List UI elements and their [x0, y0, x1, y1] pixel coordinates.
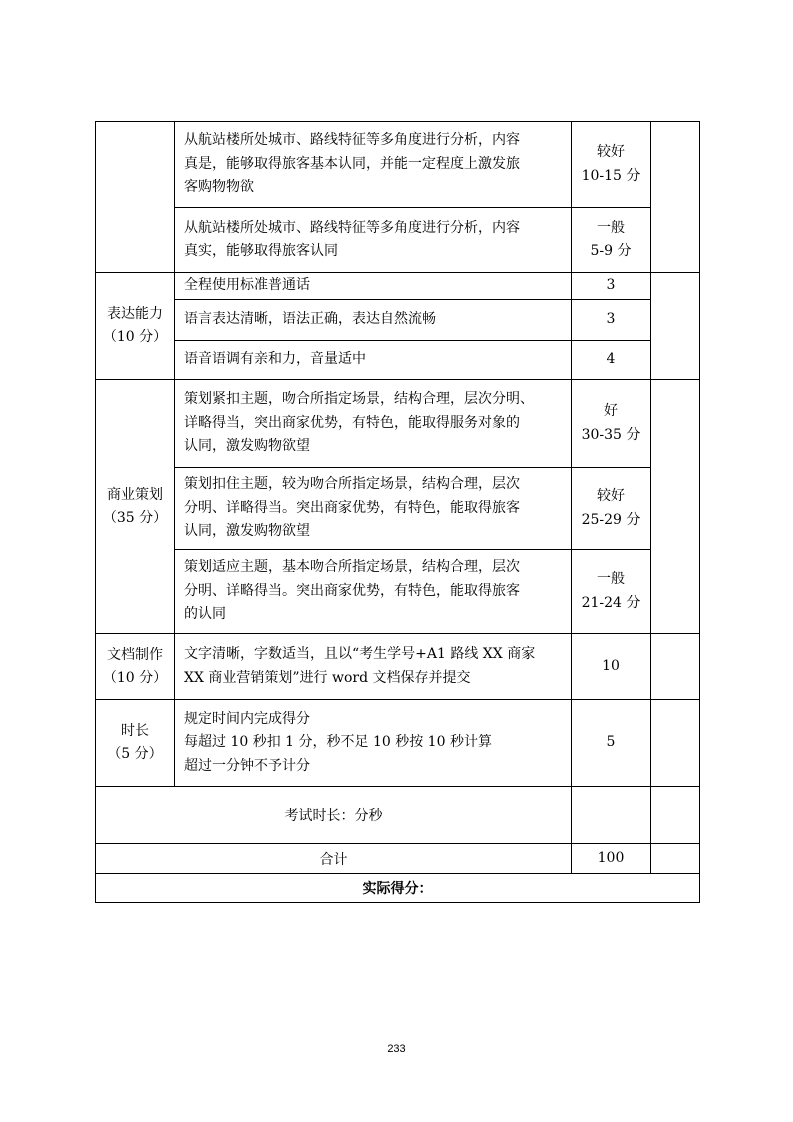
score-cell: 好 30-35 分	[572, 380, 651, 468]
score-cell: 较好 25-29 分	[572, 468, 651, 550]
criteria-cell: 语言表达清晰，语法正确，表达自然流畅	[175, 300, 572, 341]
score-cell: 3	[572, 273, 651, 300]
category-cell: 文档制作 （10 分）	[96, 634, 175, 700]
table-row	[96, 468, 700, 550]
score-cell: 一般 21-24 分	[572, 550, 651, 634]
category-cell	[96, 122, 175, 273]
score-cell: 3	[572, 300, 651, 341]
criteria-cell: 文字清晰，字数适当，且以“考生学号+A1 路线 XX 商家 XX 商业营销策划”进行 word 文档保存并提交	[175, 634, 572, 700]
score-cell: 4	[572, 341, 651, 380]
exam-time-value-cell	[572, 787, 651, 844]
criteria-cell: 规定时间内完成得分 每超过 10 秒扣 1 分，秒不足 10 秒按 10 秒计算 超过一分钟不予计分	[175, 700, 572, 787]
table-row	[96, 380, 700, 468]
table-row	[96, 550, 700, 634]
table-row	[96, 300, 700, 341]
table-row	[96, 208, 700, 273]
actual-score-label: 实际得分：	[96, 874, 700, 903]
criteria-cell: 策划扣住主题，较为吻合所指定场景，结构合理，层次 分明、详略得当。突出商家优势，有特色，能取得旅客 认同，激发购物欲望	[175, 468, 572, 550]
table-row	[96, 634, 700, 700]
actual-score-cell	[651, 634, 700, 700]
total-score: 100	[572, 844, 651, 874]
category-cell: 商业策划 （35 分）	[96, 380, 175, 634]
total-actual-cell	[651, 844, 700, 874]
category-cell: 时长 （5 分）	[96, 700, 175, 787]
criteria-cell: 全程使用标准普通话	[175, 273, 572, 300]
criteria-cell: 语音语调有亲和力，音量适中	[175, 341, 572, 380]
exam-time-actual-cell	[651, 787, 700, 844]
score-cell: 5	[572, 700, 651, 787]
table-row	[96, 341, 700, 380]
score-cell: 一般 5-9 分	[572, 208, 651, 273]
actual-score-row	[96, 874, 700, 903]
page-number: 233	[387, 1043, 406, 1055]
table-row	[96, 273, 700, 300]
scoring-table	[95, 121, 700, 903]
actual-score-cell	[651, 273, 700, 380]
table-row	[96, 122, 700, 208]
exam-time-row	[96, 787, 700, 844]
total-label: 合计	[96, 844, 572, 874]
actual-score-cell	[651, 122, 700, 273]
criteria-cell: 策划紧扣主题，吻合所指定场景，结构合理，层次分明、 详略得当，突出商家优势，有特色，能取得服务对象的 认同，激发购物欲望	[175, 380, 572, 468]
total-row	[96, 844, 700, 874]
exam-time-label: 考试时长：分秒	[96, 787, 572, 844]
category-cell: 表达能力 （10 分）	[96, 273, 175, 380]
score-cell: 较好 10-15 分	[572, 122, 651, 208]
criteria-cell: 从航站楼所处城市、路线特征等多角度进行分析，内容 真是，能够取得旅客基本认同，并能一定程度上激发旅 客购物物欲	[175, 122, 572, 208]
criteria-cell: 策划适应主题，基本吻合所指定场景，结构合理，层次 分明、详略得当。突出商家优势，有特色，能取得旅客 的认同	[175, 550, 572, 634]
table-row	[96, 700, 700, 787]
actual-score-cell	[651, 700, 700, 787]
score-cell: 10	[572, 634, 651, 700]
criteria-cell: 从航站楼所处城市、路线特征等多角度进行分析，内容 真实，能够取得旅客认同	[175, 208, 572, 273]
actual-score-cell	[651, 380, 700, 634]
